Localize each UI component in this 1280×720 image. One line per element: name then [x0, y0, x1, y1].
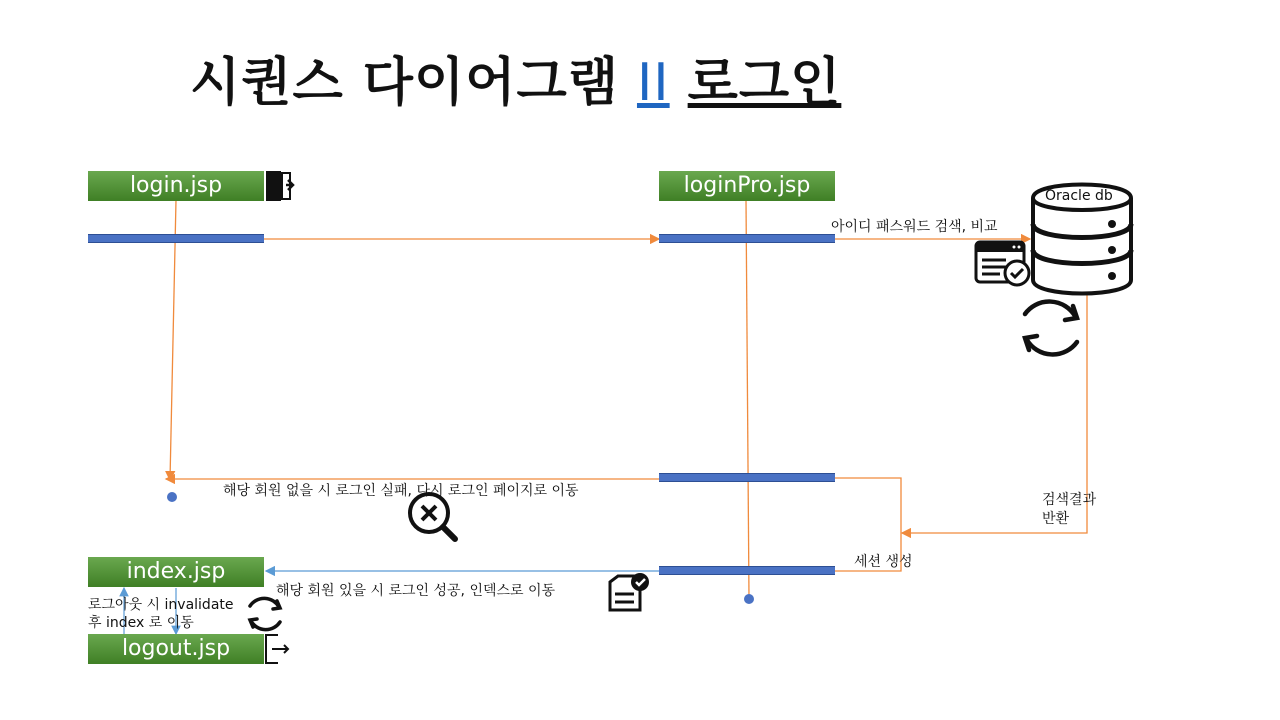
message-search-compare: 아이디 패스워드 검색, 비교 [831, 219, 998, 235]
message-logout-1: 로그아웃 시 invalidate [88, 597, 234, 613]
lifeline-end-login [167, 492, 177, 502]
refresh-small-icon [250, 598, 280, 629]
message-login-fail: 해당 회원 없을 시 로그인 실패, 다시 로그인 페이지로 이동 [223, 483, 579, 499]
participant-login: login.jsp [88, 171, 264, 201]
activation-bar-loginpro-session [659, 566, 835, 575]
browser-check-icon [976, 242, 1029, 285]
participant-loginpro: loginPro.jsp [659, 171, 835, 201]
door-enter-icon [266, 171, 293, 201]
message-result-return-1: 검색결과 [1042, 492, 1097, 508]
title-sub: 로그인 [687, 53, 842, 113]
activation-bar-loginpro-return [659, 473, 835, 482]
lifeline-loginpro [746, 200, 749, 598]
message-logout-2: 후 index 로 이동 [88, 615, 194, 631]
db-label: Oracle db [1045, 188, 1113, 204]
logout-icon [266, 635, 288, 663]
refresh-icon [1025, 302, 1077, 355]
message-session-create: 세션 생성 [854, 554, 913, 570]
activation-bar-login [88, 234, 264, 243]
title-separator: II [636, 53, 670, 113]
lifeline-end-loginpro [744, 594, 754, 604]
participant-index: index.jsp [88, 557, 264, 587]
document-check-icon [610, 573, 649, 610]
title-main: 시퀀스 다이어그램 [190, 53, 619, 113]
activation-bar-loginpro [659, 234, 835, 243]
search-fail-icon [410, 494, 455, 539]
message-login-success: 해당 회원 있을 시 로그인 성공, 인덱스로 이동 [276, 583, 556, 599]
message-result-return-2: 반환 [1042, 511, 1070, 527]
participant-logout: logout.jsp [88, 634, 264, 664]
